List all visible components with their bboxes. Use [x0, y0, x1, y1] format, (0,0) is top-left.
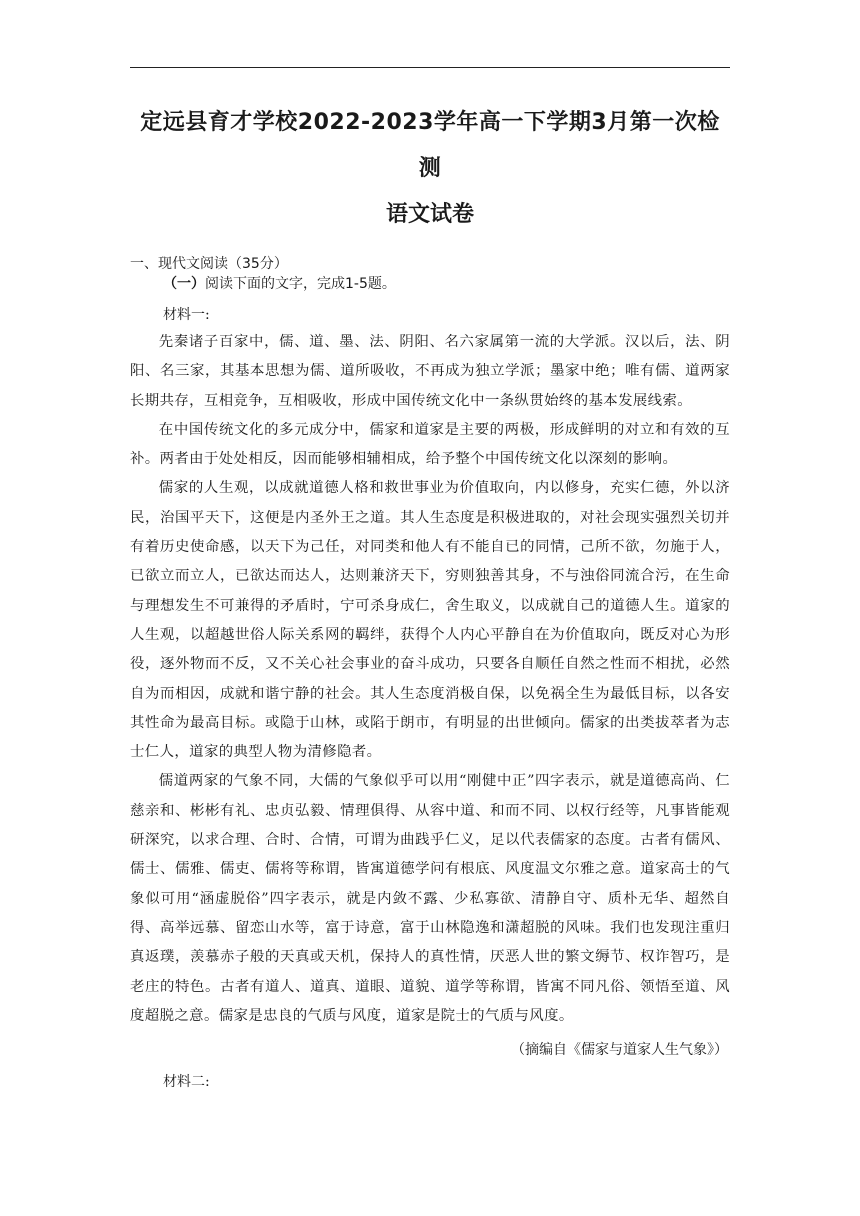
- passage-body: [130, 328, 730, 1031]
- passage-paragraph: 先秦诸子百家中，儒、道、墨、法、阴阳、名六家属第一流的大学派。汉以后，法、阴阳、名三家，其基本思想为儒、道所吸收，不再成为独立学派；墨家中绝；唯有儒、道两家长期共存，互相竞争，互相吸收，形成中国传统文化中一条纵贯始终的基本发展线索。: [130, 334, 730, 409]
- title-block: [130, 100, 730, 238]
- header-rule: [130, 67, 730, 68]
- section-heading: 一、现代文阅读（35分）: [130, 256, 288, 272]
- passage-paragraph: 儒家的人生观，以成就道德人格和救世事业为价值取向，内以修身，充实仁德，外以济民，治国平天下，这便是内圣外王之道。其人生态度是积极进取的，对社会现实强烈关切并有着历史使命感，以天下为己任，对同类和他人有不能自已的同情，己所不欲，勿施于人，已欲立而立人，已欲达而达人，达则兼济天下，穷则独善其身，不与浊俗同流合污，在生命与理想发生不可兼得的矛盾时，宁可杀身成仁，舍生取义，以成就自己的道德人生。道家的人生观，以超越世俗人际关系网的羁绊，获得个人内心平静自在为价值取向，既反对心为形役，逐外物而不反，又不关心社会事业的奋斗成功，只要各自顺任自然之性而不相扰，必然自为而相因，成就和谐宁静的社会。其人生态度消极自保，以免祸全生为最低目标，以各安其性命为最高目标。或隐于山林，或陷于朗市，有明显的出世倾向。儒家的出类拔萃者为志士仁人，道家的典型人物为清修隐者。: [130, 480, 730, 761]
- passage-paragraph: 儒道两家的气象不同，大儒的气象似乎可以用“刚健中正”四字表示，就是道德高尚、仁慈亲和、彬彬有礼、忠贞弘毅、情理俱得、从容中道、和而不同、以权行经等，凡事皆能观研深究，以求合理、合时、合情，可谓为曲践乎仁义，足以代表儒家的态度。古者有儒风、儒士、儒雅、儒吏、儒将等称谓，皆寓道德学问有根底、风度温文尔雅之意。道家高士的气象似可用“涵虚脱俗”四字表示，就是内敛不露、少私寡欲、清静自守、质朴无华、超然自得、高举远慕、留恋山水等，富于诗意，富于山林隐逸和潇超脱的风味。我们也发现注重归真返璞，羡慕赤子般的天真或天机，保持人的真性情，厌恶人世的繁文缛节、权诈智巧，是老庄的特色。古者有道人、道真、道眼、道貌、道学等称谓，皆寓不同凡俗、领悟至道、风度超脱之意。儒家是忠良的气质与风度，道家是院士的气质与风度。: [130, 773, 730, 1024]
- subsection-text: 阅读下面的文字，完成1-5题。: [205, 276, 396, 292]
- material-two-label: 材料二:: [163, 1074, 210, 1090]
- exam-subtitle: 语文试卷: [385, 202, 474, 227]
- passage-paragraph: 在中国传统文化的多元成分中，儒家和道家是主要的两极，形成鲜明的对立和有效的互补。两者由于处处相反，因而能够相辅相成，给予整个中国传统文化以深刻的影响。: [130, 421, 730, 468]
- exam-title: 定远县育才学校2022-2023学年高一下学期3月第一次检测: [140, 110, 720, 181]
- subsection-label: （一）: [163, 276, 205, 292]
- source-note: （摘编自《儒家与道家人生气象》）: [511, 1042, 728, 1058]
- material-one-label: 材料一:: [163, 307, 210, 323]
- subsection-heading: [163, 275, 396, 293]
